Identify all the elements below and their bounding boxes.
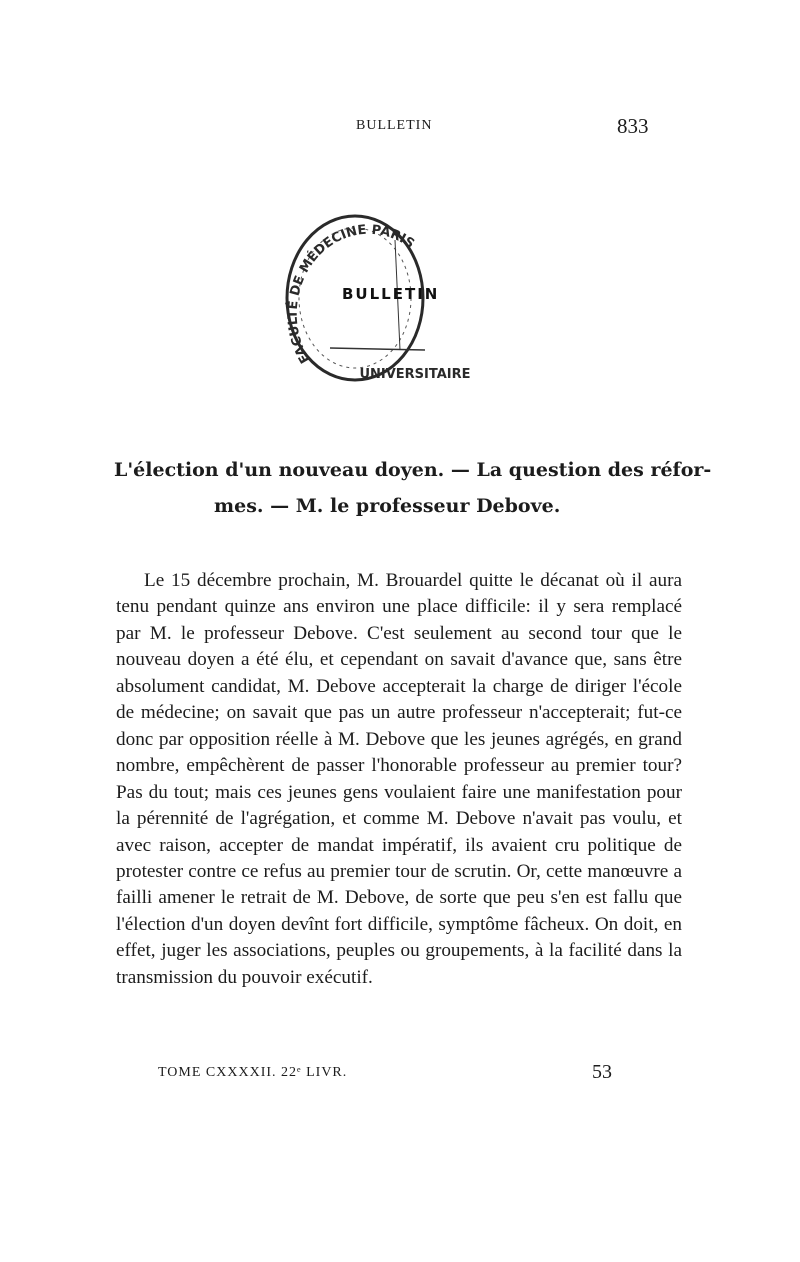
sheet-number: 53 xyxy=(592,1061,612,1083)
stamp-ring-text: FACULTÉ DE MÉDECINE PARIS xyxy=(285,222,417,366)
article-heading xyxy=(114,452,712,524)
stamp-bottom-text: UNIVERSITAIRE xyxy=(359,367,471,382)
page-number: 833 xyxy=(617,114,649,138)
page-footer xyxy=(0,1060,800,1090)
running-title: BULLETIN xyxy=(356,118,433,133)
heading-line-1: L'élection d'un nouveau doyen. — La question des réfor- xyxy=(114,459,712,481)
stamp-word: BULLETIN xyxy=(342,285,440,303)
signature-mark: TOME CXXXXII. 22ᵉ LIVR. xyxy=(158,1065,348,1080)
article-body: Le 15 décembre prochain, M. Brouardel quitte le décanat où il aura tenu pendant quinze ans environ une place difficile: il y sera remplacé par M. le professeur Debove. C'est seulement au second tour que le nouveau doyen a été élu, et cependant on savait d'avance que, sans être absolument candidat, M. Debove accepterait la charge de diriger l'école de médecine; on savait que pas un autre professeur n'accepterait; fut-ce donc par opposition réelle à M. Debove que les jeunes agrégés, en grand nombre, empêchèrent de passer l'honorable professeur au premier tour? Pas du tout; mais ces jeunes gens voulaient faire une manifestation pour la pérennité de l'agrégation, et comme M. Debove n'avait pas voulu, et avec raison, accepter de mandat impératif, ils avaient cru politique de protester contre ce refus au premier tour de scrutin. Or, cette manœuvre a failli amener le retrait de M. Debove, de sorte que peu s'en est fallu que l'élection d'un doyen devînt fort difficile, symptôme fâcheux. On doit, en effet, juger les associations, peuples ou groupements, à la facilité dans la transmission du pouvoir exécutif. xyxy=(116,570,682,988)
library-stamp xyxy=(270,200,480,390)
running-head xyxy=(0,114,800,144)
heading-line-2: mes. — M. le professeur Debove. xyxy=(214,495,561,517)
